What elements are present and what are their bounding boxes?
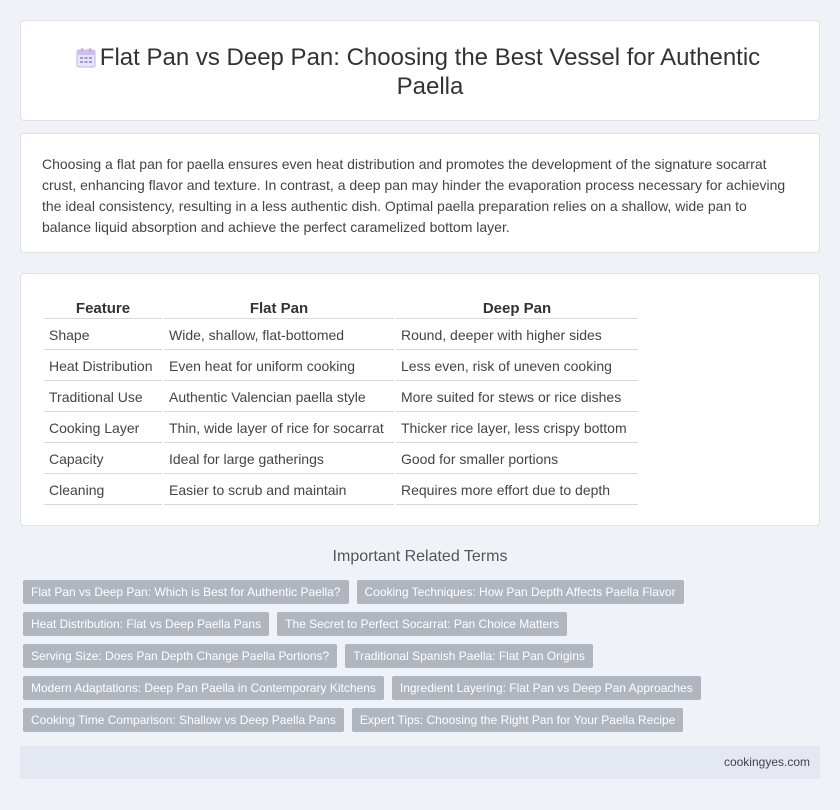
table-cell: Cleaning (44, 476, 162, 505)
comparison-card (20, 273, 820, 526)
table-row (44, 383, 638, 412)
related-term-link[interactable]: Cooking Time Comparison: Shallow vs Deep Paella Pans (23, 708, 344, 732)
table-cell: Authentic Valencian paella style (164, 383, 394, 412)
table-cell: Less even, risk of uneven cooking (396, 352, 638, 381)
table-cell: Round, deeper with higher sides (396, 321, 638, 350)
table-cell: Thin, wide layer of rice for socarrat (164, 414, 394, 443)
related-term-link[interactable]: Modern Adaptations: Deep Pan Paella in Contemporary Kitchens (23, 676, 384, 700)
table-cell: More suited for stews or rice dishes (396, 383, 638, 412)
table-row (44, 414, 638, 443)
related-terms-list (23, 580, 723, 740)
footer-site-name[interactable]: cookingyes.com (723, 755, 810, 769)
footer (20, 746, 820, 779)
table-row (44, 321, 638, 350)
table-cell: Thicker rice layer, less crispy bottom (396, 414, 638, 443)
table-cell: Ideal for large gatherings (164, 445, 394, 474)
column-header-feature: Feature (44, 298, 162, 319)
related-terms-heading: Important Related Terms (332, 548, 508, 565)
table-row (44, 476, 638, 505)
related-term-link[interactable]: Cooking Techniques: How Pan Depth Affects Paella Flavor (357, 580, 684, 604)
column-header-flat-pan: Flat Pan (164, 298, 394, 319)
related-term-link[interactable]: Ingredient Layering: Flat Pan vs Deep Pan Approaches (392, 676, 701, 700)
related-term-link[interactable]: Flat Pan vs Deep Pan: Which is Best for Authentic Paella? (23, 580, 349, 604)
table-cell: Wide, shallow, flat-bottomed (164, 321, 394, 350)
intro-paragraph: Choosing a flat pan for paella ensures even heat distribution and promotes the development of the signature socarrat crust, enhancing flavor and texture. In contrast, a deep pan may hinder the evaporation process necessary for achieving the ideal consistency, resulting in a less authentic dish. Optimal paella preparation relies on a shallow, wide pan to balance liquid absorption and achieve the perfect caramelized bottom layer. (42, 156, 786, 235)
header-card (20, 20, 820, 121)
related-term-link[interactable]: Traditional Spanish Paella: Flat Pan Origins (345, 644, 593, 668)
table-cell: Shape (44, 321, 162, 350)
table-row (44, 352, 638, 381)
table-cell: Heat Distribution (44, 352, 162, 381)
column-header-deep-pan: Deep Pan (396, 298, 638, 319)
table-cell: Even heat for uniform cooking (164, 352, 394, 381)
table-cell: Requires more effort due to depth (396, 476, 638, 505)
table-cell: Capacity (44, 445, 162, 474)
related-term-link[interactable]: Expert Tips: Choosing the Right Pan for Your Paella Recipe (352, 708, 684, 732)
related-term-link[interactable]: Serving Size: Does Pan Depth Change Paella Portions? (23, 644, 337, 668)
table-header-row (44, 298, 638, 319)
table-row (44, 445, 638, 474)
page-title: Flat Pan vs Deep Pan: Choosing the Best Vessel for Authentic Paella (99, 44, 761, 100)
related-term-link[interactable]: The Secret to Perfect Socarrat: Pan Choice Matters (277, 612, 567, 636)
table-cell: Good for smaller portions (396, 445, 638, 474)
table-cell: Traditional Use (44, 383, 162, 412)
intro-card (20, 133, 820, 253)
comparison-table (42, 296, 640, 507)
table-cell: Cooking Layer (44, 414, 162, 443)
table-cell: Easier to scrub and maintain (164, 476, 394, 505)
related-term-link[interactable]: Heat Distribution: Flat vs Deep Paella Pans (23, 612, 269, 636)
